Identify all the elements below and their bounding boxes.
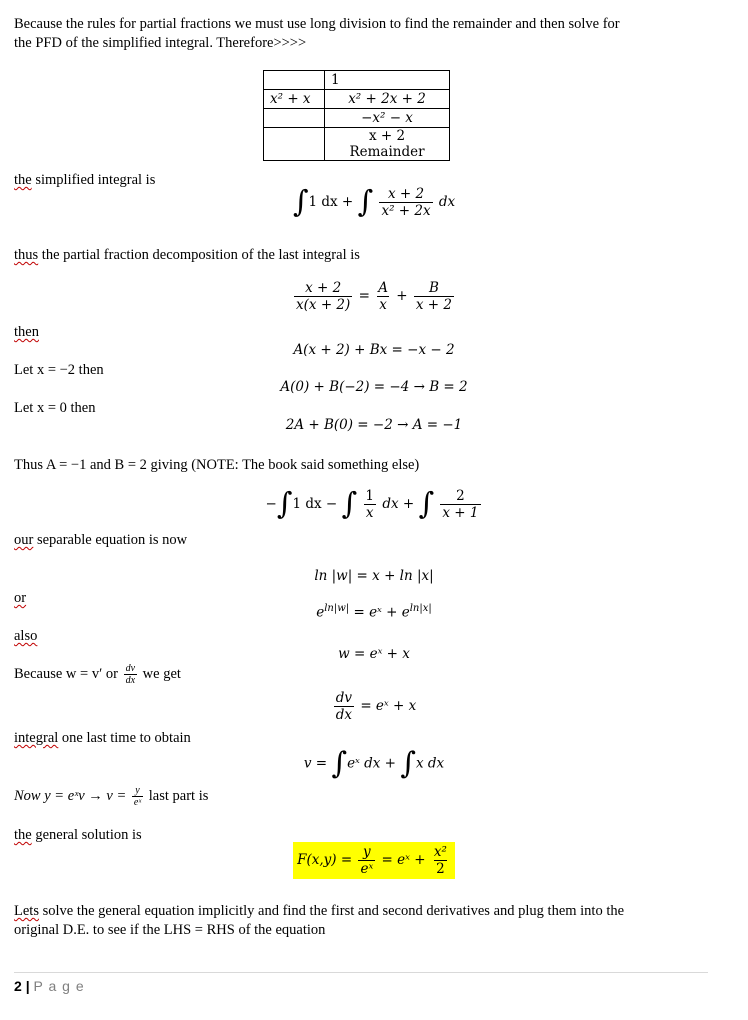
subtract-cell: −x² − x <box>325 109 450 128</box>
page-number: 2 <box>14 978 22 994</box>
because-label: Because w = v′ or $\frac{dv}{dx}$ we get <box>14 663 181 686</box>
page-footer: 2 | P a g e <box>14 978 85 994</box>
general-solution-label: the general solution is <box>14 827 142 843</box>
dvdx-equation: $\frac{dv}{dx}$ = eˣ + x <box>335 690 417 723</box>
integral-label: integral one last time to obtain <box>14 730 191 746</box>
footer-divider <box>14 972 708 973</box>
remainder-cell: x + 2 Remainder <box>325 128 450 161</box>
let-x-0-equation: 2A + B(0) = −2 → A = −1 <box>285 417 463 433</box>
now-label: Now y = eˣv → v = $\frac{y}{\text{eˣ}}$ last part is <box>14 785 209 808</box>
simplified-label: the simplified integral is <box>14 172 156 188</box>
ln-equation: ln |w| = x + ln |x| <box>314 568 434 584</box>
quotient-cell: 1 <box>325 71 450 90</box>
also-label: also <box>14 628 38 644</box>
highlighted-solution: F(x,y) = $\frac{y}{\text{eˣ}}$ = eˣ + $\frac{\text{x²}}{2}$ <box>293 842 455 879</box>
final-line-1: Lets solve the general equation implicitly and find the first and second derivatives and plug them into the <box>14 903 625 919</box>
then-equation: A(x + 2) + Bx = −x − 2 <box>293 342 455 358</box>
let-x-neg2-equation: A(0) + B(−2) = −4 → B = 2 <box>280 379 468 395</box>
let-x-0-label: Let x = 0 then <box>14 400 96 416</box>
separable-label: our separable equation is now <box>14 532 188 548</box>
long-division-table <box>263 70 450 161</box>
intro-line-1: Because the rules for partial fractions we must use long division to find the remainder and then solve for <box>14 16 620 32</box>
intro-line-2: the PFD of the simplified integral. Therefore>>>> <box>14 35 307 51</box>
or-label: or <box>14 590 27 606</box>
pfd-equation: $\frac{x + 2}{x(x + 2)}$ = $\frac{A}{x}$ + $\frac{B}{x + 2}$ <box>296 280 452 313</box>
thus-label: Thus A = −1 and B = 2 giving (NOTE: The book said something else) <box>14 457 420 473</box>
pfd-label: thus the partial fraction decomposition of the last integral is <box>14 247 360 263</box>
final-line-2: original D.E. to see if the LHS = RHS of the equation <box>14 922 326 938</box>
v-equation: v = ∫eˣ dx + ∫x dx <box>303 746 445 781</box>
let-x-neg2-label: Let x = −2 then <box>14 362 104 378</box>
general-solution-equation <box>0 842 748 879</box>
divisor-cell: x² + x <box>264 90 325 109</box>
exp-equation: $e^{ln|w|}$ = eˣ + $e^{ln|x|}$ <box>316 603 432 621</box>
dividend-cell: x² + 2x + 2 <box>325 90 450 109</box>
w-equation: w = eˣ + x <box>338 646 410 662</box>
page-word: P a g e <box>33 978 85 994</box>
then-label: then <box>14 324 39 340</box>
simplified-integral-eq: ∫1 dx + ∫ $\frac{x + 2}{\text{x² + 2x}}$ dx <box>292 184 456 220</box>
giving-integral-eq: −∫1 dx − ∫ $\frac{1}{x}$ dx + ∫ $\frac{2}{x + 1}$ <box>265 486 479 522</box>
